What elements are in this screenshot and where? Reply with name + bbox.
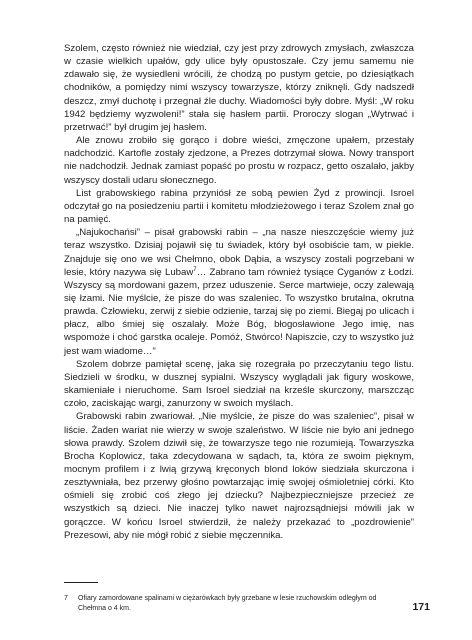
footnote-text: Ofiary zamordowane spalinami w ciężarówkach były grzebane w lesie rzuchowskim odległym od Chełmna o 4 km. <box>78 595 377 612</box>
letter-quote-end: … Zabrano tam również tysiące Cyganów z Łodzi. Wszyscy są mordowani gazem, przez uduszenie. Serce martwieje, oczy zalewają się łzami. Nie myślcie, że pisze do was szaleniec. To wszystko brutalna, okrutna prawda. Człowieku, zerwij z siebie odzienie, tarzaj się po ziemi. Biegaj po ulicach i płacz, albo śmiej się oszalały. Może Bóg, błogosławione Jego imię, nas wspomoże i choć garstka ocaleje. Pomóż, Stwórco! Napiszcie, czy to wszystko już jest wam wiadome…” <box>64 266 414 357</box>
letter-quote-start: „Najukochańsi” – pisał grabowski rabin – „na nasze nieszczęście wiemy już teraz wszystko. Dzisiaj pojawił się tu świadek, który był osobiście tam, w piekle. Znajduje się ono we wsi Chełmno, obok Dąbia, a wszyscy zostali pogrzebani w lesie, który nazywa się Lubaw <box>64 227 414 278</box>
paragraph-1: Szolem, często również nie wiedział, czy jest przy zdrowych zmysłach, zwłaszcza w czasie wielkich upałów, gdy ulice były opustoszałe. Czy jemu samemu nie zdawało się, że wysiedleni wrócili, że chodzą po pustym getcie, po dziesiątkach chodników, a pomiędzy nimi wszyscy towarzysze, którzy zniknęli. Gdy nadszedł deszcz, zmył duchotę i przegnał źle duchy. Wiadomości były dobre. Myśl: „W roku 1942 będziemy wyzwoleni!” stała się hasłem partii. Proroczy slogan „Wytrwać i przetrwać!” był drugim jej hasłem. <box>64 43 414 133</box>
paragraph-3: List grabowskiego rabina przyniósł ze sobą pewien Żyd z prowincji. Isroel odczytał go na posiedzeniu partii i komitetu młodzieżowego i teraz Szolem znał go na pamięć. <box>64 187 414 226</box>
body-text <box>64 42 414 542</box>
footnote-divider <box>64 582 98 583</box>
paragraph-4 <box>64 226 414 358</box>
footnote-reference: 7 <box>193 266 197 273</box>
page-number: 171 <box>412 601 430 613</box>
paragraph-6: Grabowski rabin zwariował. „Nie myślcie, że pisze do was szaleniec”, pisał w liście. Żaden wariat nie wierzy w swoje szaleństwo. W liście nie było ani jednego słowa prawdy. Szolem dziwił się, że towarzysze tego nie rozumieją. Towarzyszka Brocha Koplowicz, taka zdecydowana w sądach, ta, która ze swoim pięknym, mocnym profilem i z lwią grzywą kręconych blond loków siedziała skurczona i zesztywniała, bez przerwy głośno powtarzając imię swojej ośmioletniej córki. Kto ośmieli się zrobić coś złego jej dziecku? Najbezpieczniejsze przecież ze wszystkich są dzieci. Nie inaczej tylko nawet najrozsądniejsi mówili jak w gorączce. W końcu Isroel stwierdził, że należy przekazać to „pozdrowienie” Prezesowi, aby nie mógł robić z siebie męczennika. <box>64 411 414 541</box>
paragraph-5: Szolem dobrze pamiętał scenę, jaka się rozegrała po przeczytaniu tego listu. Siedzieli w środku, w dusznej sypialni. Wszyscy wyglądali jak figury woskowe, skamieniałe i nieruchome. Sam Isroel siedział na krześle skurczony, marszcząc czoło, zaciskając wargi, zanurzony w swoich myślach. <box>64 358 414 410</box>
footnote-number: 7 <box>64 595 68 602</box>
footnote <box>64 594 384 614</box>
paragraph-2: Ale znowu zrobiło się gorąco i dobre wieści, zmęczone upałem, przestały nadchodzić. Kartofle zostały zjedzone, a Prezes dotrzymał słowa. Nowy transport nie nadchodził. Jednak zamiast popaść po prostu w rozpacz, getto oszalało, jakby wszyscy dostali udaru słonecznego. <box>64 135 414 186</box>
